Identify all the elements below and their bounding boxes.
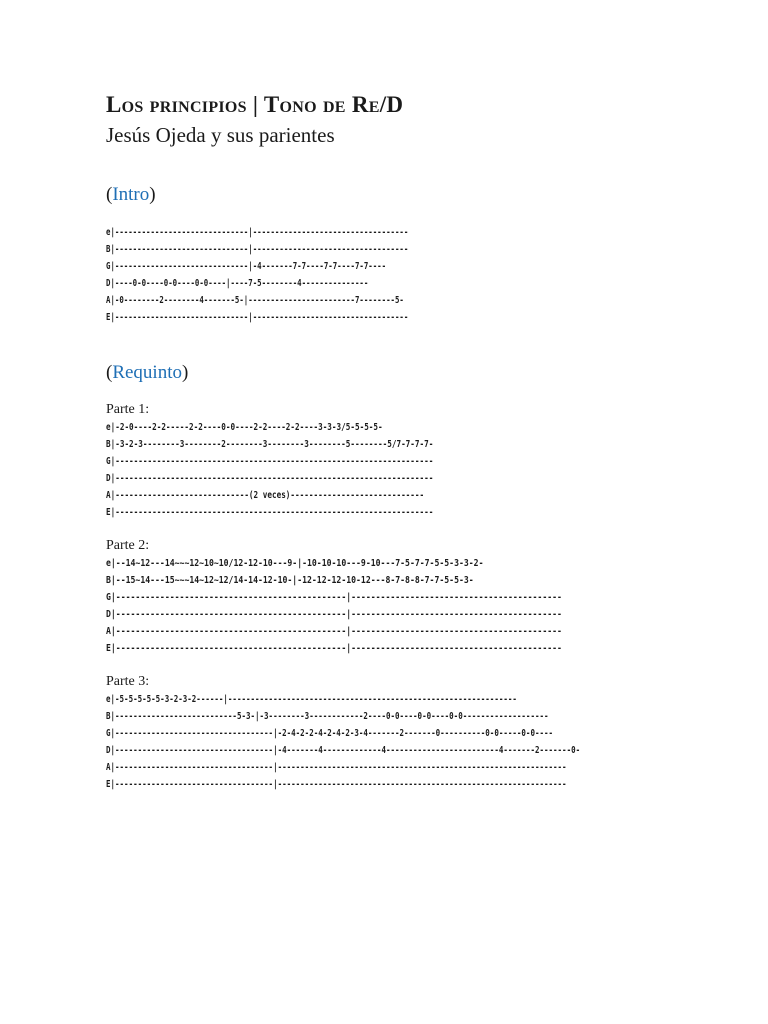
- requinto-open-paren: (: [106, 362, 113, 383]
- parte-3-label: Parte 3:: [106, 674, 150, 689]
- tab-line-E: E|------------------------------|-----------------------------------: [106, 312, 409, 323]
- tab-line-A: A|-----------------------------------|----------------------------------------------------------------: [106, 762, 567, 773]
- tab-line-B: B|------------------------------|-----------------------------------: [106, 244, 409, 255]
- parte-3-tab: [106, 691, 580, 793]
- tab-line-A: A|-0--------2--------4-------5-|------------------------7--------5-: [106, 295, 404, 306]
- song-title: Los principios | Tono de Re/D: [106, 92, 404, 117]
- parte-1-label: Parte 1:: [106, 402, 150, 417]
- intro-close-paren: ): [149, 184, 156, 205]
- tab-line-A: A|-----------------------------------------------|-------------------------------------------: [106, 626, 562, 637]
- tab-line-D: D|-----------------------------------|-4-------4-------------4-------------------------4-------2-------0-: [106, 745, 581, 756]
- tab-line-G: G|---------------------------------------------------------------------: [106, 456, 434, 467]
- parte-1-tab: [106, 419, 433, 521]
- tab-line-B: B|--15~14---15~~~14~12~12/14-14-12-10-|-12-12-12-10-12---8-7-8-8-7-7-5-5-3-: [106, 575, 474, 586]
- parte-2-tab: [106, 555, 562, 657]
- artist-subtitle: Jesús Ojeda y sus parientes: [106, 123, 335, 147]
- tab-line-G: G|-----------------------------------------------|-------------------------------------------: [106, 592, 562, 603]
- requinto-title: Requinto: [112, 362, 182, 383]
- tab-line-B: B|-3-2-3--------3--------2--------3--------3--------5--------5/7-7-7-7-: [106, 439, 434, 450]
- tab-line-e: e|-5-5-5-5-5-3-2-3-2------|----------------------------------------------------------------: [106, 694, 517, 705]
- tab-line-D: D|---------------------------------------------------------------------: [106, 473, 434, 484]
- tab-line-e: e|------------------------------|-----------------------------------: [106, 227, 409, 238]
- tab-line-A: A|-----------------------------(2 veces)-----------------------------: [106, 490, 425, 501]
- tab-line-G: G|-----------------------------------|-2-4-2-2-4-2-4-2-3-4-------2-------0----------0-0-----0-0----: [106, 728, 554, 739]
- requinto-close-paren: ): [182, 362, 189, 383]
- tab-line-E: E|---------------------------------------------------------------------: [106, 507, 434, 518]
- requinto-heading: [106, 362, 188, 384]
- tab-line-e: e|--14~12---14~~~12~10~10/12-12-10---9-|-10-10-10---9-10---7-5-7-7-5-5-3-3-2-: [106, 558, 484, 569]
- tab-line-E: E|-----------------------------------------------|-------------------------------------------: [106, 643, 562, 654]
- tab-line-B: B|---------------------------5-3-|-3--------3------------2----0-0----0-0----0-0-------------------: [106, 711, 549, 722]
- intro-heading: [106, 184, 156, 206]
- intro-title: Intro: [112, 184, 150, 205]
- parte-2-label: Parte 2:: [106, 538, 150, 553]
- tab-line-e: e|-2-0----2-2-----2-2----0-0----2-2----2-2----3-3-3/5-5-5-5-: [106, 422, 383, 433]
- tab-line-E: E|-----------------------------------|----------------------------------------------------------------: [106, 779, 567, 790]
- intro-open-paren: (: [106, 184, 113, 205]
- tab-line-D: D|----0-0----0-0----0-0----|----7-5--------4---------------: [106, 278, 369, 289]
- tab-line-G: G|------------------------------|-4-------7-7----7-7----7-7----: [106, 261, 387, 272]
- intro-tab: [106, 224, 408, 326]
- tab-line-D: D|-----------------------------------------------|-------------------------------------------: [106, 609, 562, 620]
